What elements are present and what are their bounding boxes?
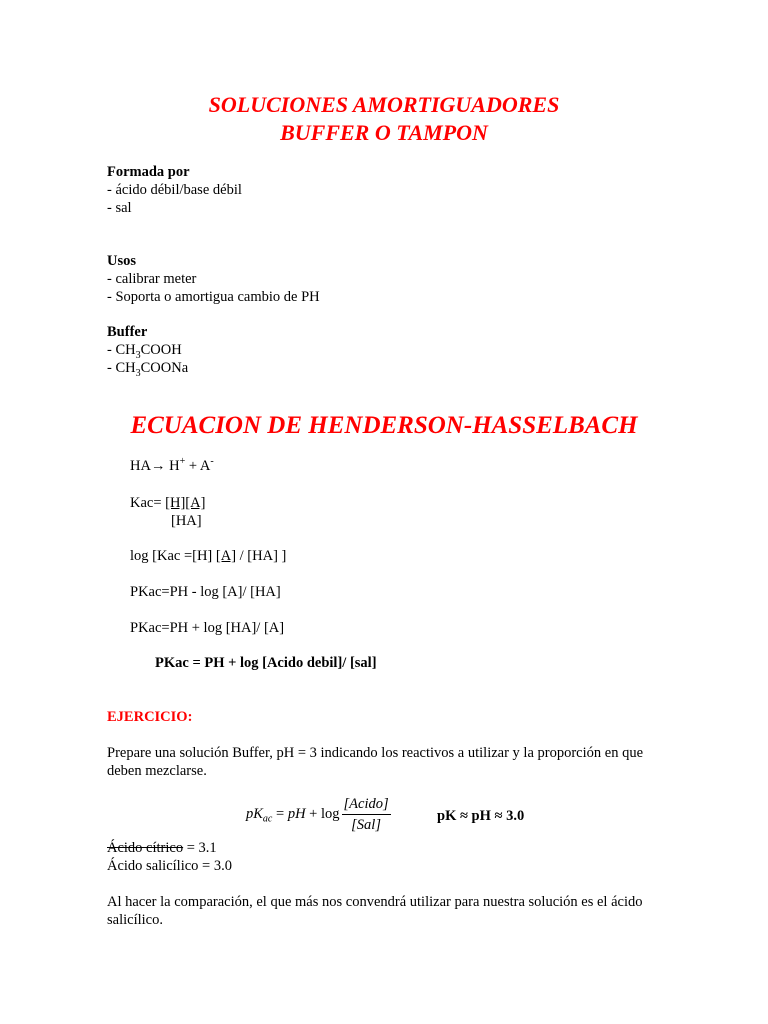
formada-heading: Formada por [107, 164, 190, 180]
ejercicio-prompt-line-2: deben mezclarse. [107, 763, 207, 779]
arrow-right-icon: → [150, 458, 166, 474]
kac-numerator: [H][A] [165, 495, 206, 511]
formula-fraction: $\frac{\text{[Acido]}}{\text{[Sal]}}$ [343, 796, 389, 833]
kac-expression: Kac= [H][A] [130, 495, 206, 511]
buffer-heading: Buffer [107, 324, 148, 340]
acido-salicilico: Ácido salicílico = 3.0 [107, 858, 232, 874]
reaction-equation: HA→ H+ + A- [130, 456, 214, 474]
buffer-item-2: - $CH_3COONa$ [107, 360, 189, 379]
conclusion-line-2: salicílico. [107, 912, 163, 928]
usos-item-1: - calibrar meter [107, 271, 197, 287]
ecuacion-heading: ECUACION DE HENDERSON-HASSELBACH [130, 412, 638, 439]
usos-item-2: - Soporta o amortigua cambio de PH [107, 289, 320, 305]
formada-item-1: - ácido débil/base débil [107, 182, 242, 198]
kac-denominator: [HA] [171, 513, 202, 529]
buffer-item-1: - $CH_3COOH$ [107, 342, 182, 361]
henderson-formula: $pK_{ac}$ = pH + log $\frac{\text{[Acido]}}{\text{[Sal]}}$ [246, 796, 389, 833]
pkac-final: PKac = PH + log [Acido debil]/ [sal] [155, 655, 377, 671]
title-line-2: BUFFER O TAMPON [280, 120, 488, 145]
approx-expression: pK ≈ pH ≈ 3.0 [437, 808, 525, 824]
ejercicio-heading: EJERCICIO: [107, 709, 193, 725]
pkac-line-2: PKac=PH + log [HA]/ [A] [130, 620, 285, 636]
conclusion-line-1: Al hacer la comparación, el que más nos convendrá utilizar para nuestra solución es el ácido [107, 894, 643, 910]
log-line: log [Kac =[H] [A] / [HA] ] [130, 548, 287, 564]
ejercicio-prompt-line-1: Prepare una solución Buffer, pH = 3 indicando los reactivos a utilizar y la proporción en que [107, 745, 644, 761]
pkac-line-1: PKac=PH - log [A]/ [HA] [130, 584, 281, 600]
title-line-1: SOLUCIONES AMORTIGUADORES [208, 92, 560, 117]
usos-heading: Usos [107, 253, 137, 269]
formada-item-2: - sal [107, 200, 132, 216]
acido-citrico: Ácido cítrico = 3.1 [107, 840, 217, 856]
